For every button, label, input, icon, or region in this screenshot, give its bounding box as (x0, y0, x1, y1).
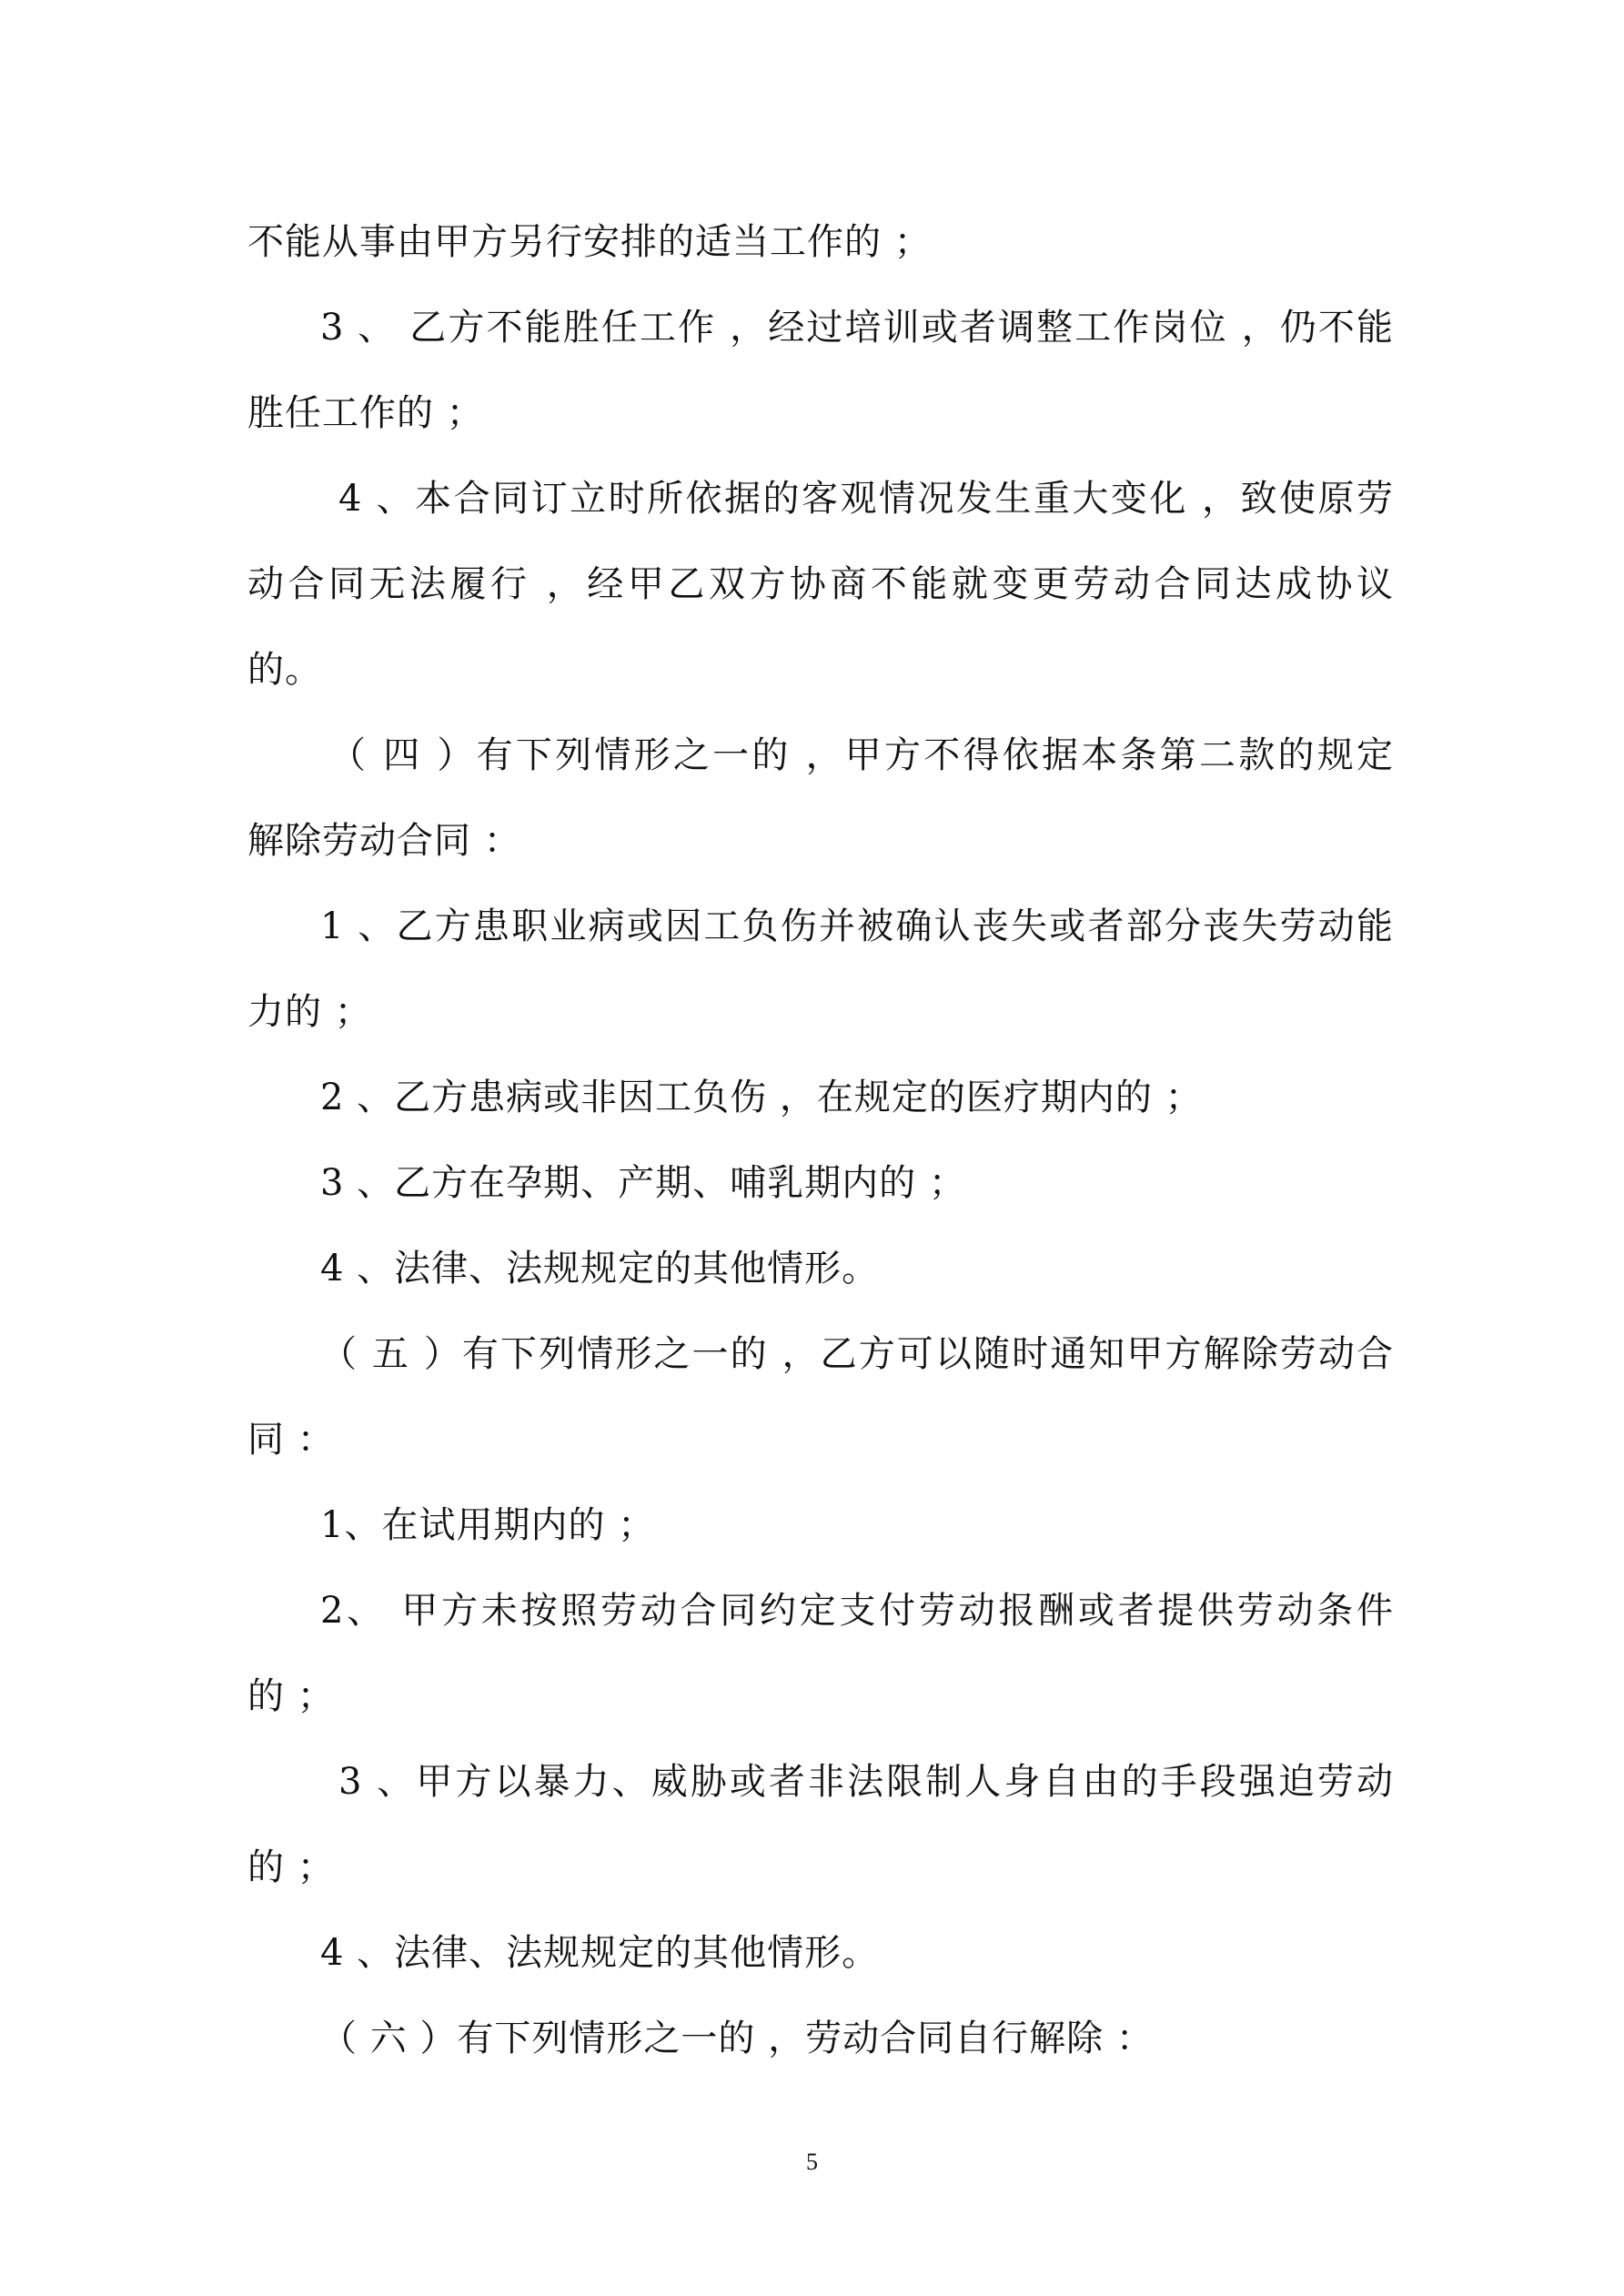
text-line: 的。 (247, 649, 322, 691)
text-line: 2、 甲方未按照劳动合同约定支付劳动报酬或者提供劳动条件 (320, 1590, 1394, 1632)
page-number: 5 (806, 2149, 818, 2175)
text-line: 解除劳动合同 ： (247, 820, 521, 862)
text-line: 同 ： (247, 1419, 335, 1461)
text-line: 2 、乙方患病或非因工负伤 ，在规定的医疗期内的 ； (320, 1077, 1203, 1118)
text-line: （ 六 ）有下列情形之一的 ，劳动合同自行解除 ： (320, 2018, 1154, 2059)
text-line: 的 ； (247, 1846, 335, 1888)
text-line: 胜任工作的 ； (247, 392, 484, 434)
text-line: 动合同无法履行 ，经甲乙双方协商不能就变更劳动合同达成协议 (247, 563, 1394, 605)
text-line: （ 四 ）有下列情形之一的 ，甲方不得依据本条第二款的规定 (329, 734, 1394, 776)
text-line: 1、在试用期内的 ； (320, 1504, 656, 1546)
text-line: 力的 ； (247, 991, 372, 1033)
text-line: 不能从事由甲方另行安排的适当工作的 ； (247, 221, 932, 263)
text-line: 4 、法律、法规规定的其他情形。 (320, 1248, 880, 1290)
text-line: 的 ； (247, 1675, 335, 1717)
text-line: 1 、乙方患职业病或因工负伤并被确认丧失或者部分丧失劳动能 (320, 905, 1394, 947)
text-line: （ 五 ）有下列情形之一的 ，乙方可以随时通知甲方解除劳动合 (320, 1333, 1394, 1375)
text-line: 3 、甲方以暴力、威胁或者非法限制人身自由的手段强迫劳动 (338, 1761, 1394, 1803)
text-line: 3 、 乙方不能胜任工作 ，经过培训或者调整工作岗位 ，仍不能 (320, 307, 1394, 349)
text-line: 4 、本合同订立时所依据的客观情况发生重大变化 ，致使原劳 (338, 478, 1394, 520)
text-line: 3 、乙方在孕期、产期、哺乳期内的 ； (320, 1162, 966, 1204)
text-line: 4 、法律、法规规定的其他情形。 (320, 1932, 880, 1974)
